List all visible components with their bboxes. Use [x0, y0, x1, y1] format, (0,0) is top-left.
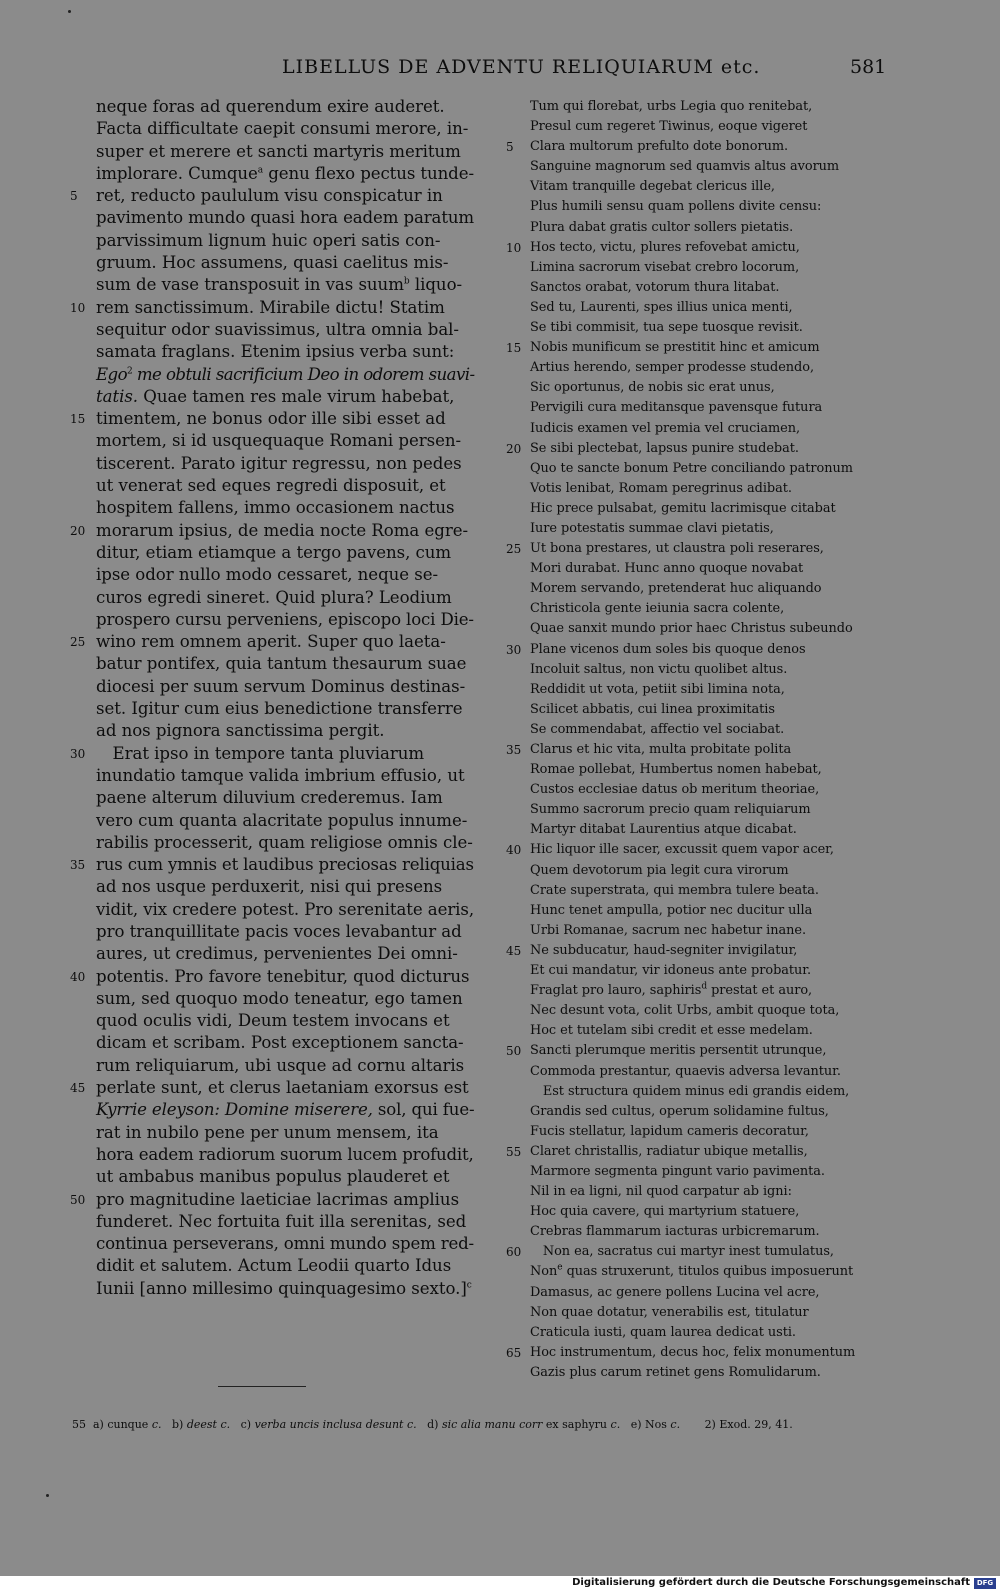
line-number: 15: [506, 341, 522, 356]
prose-line: [96, 676, 476, 698]
verse-line: [530, 318, 882, 338]
line-text: timentem, ne bonus odor ille sibi esset ad: [96, 409, 446, 429]
line-text: Commoda prestantur, quaevis adversa levantur.: [530, 1063, 841, 1079]
prose-line: [70, 520, 476, 542]
prose-line: [96, 832, 476, 854]
prose-line: [96, 1166, 476, 1188]
verse-line: [530, 820, 882, 840]
prose-line: [96, 274, 476, 296]
prose-line: [96, 876, 476, 898]
verse-line: [530, 800, 882, 820]
verse-line: [530, 921, 882, 941]
verse-line: [530, 117, 882, 137]
line-text: neque foras ad querendum exire auderet.: [96, 97, 445, 116]
line-text: Plus humili sensu quam pollens divite censu:: [530, 199, 822, 215]
prose-line: [96, 787, 476, 809]
verse-line: [530, 780, 882, 800]
prose-line: [96, 1255, 476, 1277]
line-text: Custos ecclesiae datus ob meritum theoriae,: [530, 782, 820, 798]
prose-line: [96, 1122, 476, 1144]
footnote-marker: e: [557, 1263, 563, 1274]
line-text: Fucis stellatur, lapidum cameris decoratur,: [530, 1123, 809, 1139]
verse-column: [506, 97, 882, 1383]
verse-line: [530, 1283, 882, 1303]
line-text: wino rem omnem aperit. Super quo laeta-: [96, 632, 446, 652]
line-number: 40: [506, 843, 522, 858]
prose-line: [96, 319, 476, 341]
verse-line: [506, 1041, 882, 1061]
verse-line: [530, 559, 882, 579]
line-text: quas struxerunt, titulos quibus imposuerunt: [562, 1264, 854, 1280]
line-text: me obtuli sacrificium Deo in odorem suavi-: [132, 364, 475, 384]
verse-line: [530, 599, 882, 619]
line-number: 15: [70, 412, 86, 427]
prose-line: [96, 118, 476, 140]
line-text: vidit, vix credere potest. Pro serenitate aeris,: [96, 899, 475, 919]
line-text: Se commendabat, affectio vel sociabat.: [530, 721, 785, 737]
verse-line: [530, 479, 882, 499]
prose-line: [70, 631, 476, 653]
verse-line: [506, 539, 882, 559]
line-number: 5: [506, 140, 514, 155]
prose-line: [96, 698, 476, 720]
verse-line: [506, 338, 882, 358]
footnote-b: b) deest c.: [171, 1418, 231, 1431]
line-number: 50: [506, 1044, 522, 1059]
prose-line: [96, 609, 476, 631]
prose-line: [96, 1211, 476, 1233]
line-text: Et cui mandatur, vir idoneus ante probatur.: [530, 963, 812, 979]
verse-line: [530, 680, 882, 700]
line-text: Sed tu, Laurenti, spes illius unica menti,: [530, 299, 793, 315]
line-text: pavimento mundo quasi hora eadem paratum: [96, 208, 475, 228]
line-number: 10: [506, 240, 522, 255]
line-number: 5: [70, 189, 78, 204]
prose-line: [96, 765, 476, 787]
line-text: Scilicet abbatis, cui linea proximitatis: [530, 701, 775, 717]
prose-line: [70, 185, 476, 207]
line-text: prospero cursu perveniens, episcopo loci Die-: [96, 609, 474, 629]
prose-line: [96, 207, 476, 229]
prose-line: [96, 96, 476, 118]
line-text: Clarus et hic vita, multa probitate polita: [530, 742, 792, 757]
line-text: rat in nubilo pene per unum mensem, ita: [96, 1122, 439, 1142]
line-number: 35: [70, 858, 85, 873]
verse-line: [530, 981, 882, 1001]
line-number: 20: [506, 441, 522, 456]
verse-line: [530, 1303, 882, 1323]
prose-line: [96, 720, 476, 742]
line-text: rum reliquiarum, ubi usque ad cornu altaris: [96, 1055, 465, 1075]
line-text: inundatio tamque valida imbrium effusio, ut: [96, 765, 465, 785]
verse-line: [530, 177, 882, 197]
line-text: Damasus, ac genere pollens Lucina vel acre,: [530, 1284, 820, 1300]
footnote-marker: b: [403, 276, 410, 287]
prose-line: [96, 1233, 476, 1255]
line-text: Sanctos orabat, votorum thura litabat.: [530, 279, 780, 295]
line-text: Hoc et tutelam sibi credit et esse medelam.: [530, 1023, 813, 1039]
line-text: paene alterum diluvium crederemus. Iam: [96, 788, 443, 808]
line-text: rus cum ymnis et laudibus preciosas reliquias: [96, 855, 474, 875]
verse-line: [530, 720, 882, 740]
line-text: morarum ipsius, de media nocte Roma egre-: [96, 520, 469, 540]
verse-line: [530, 499, 882, 519]
verse-line: [530, 881, 882, 901]
line-number: 50: [70, 1192, 86, 1207]
line-text: Crate superstrata, qui membra tulere beata.: [530, 882, 819, 898]
footnote-scripture-ref: 2) Exod. 29, 41.: [704, 1418, 793, 1431]
verse-line: [530, 760, 882, 780]
verse-line: [530, 419, 882, 439]
verse-line: [530, 398, 882, 418]
line-text: diocesi per suum servum Dominus destinas-: [96, 676, 466, 696]
verse-line: [530, 197, 882, 217]
prose-line: [96, 163, 476, 185]
line-text: Hoc instrumentum, decus hoc, felix monumentum: [530, 1344, 856, 1360]
line-text: ret, reducto paululum visu conspicatur in: [96, 186, 443, 206]
verse-line: [530, 519, 882, 539]
verse-line: [530, 1001, 882, 1021]
line-text: genu flexo pectus tunde-: [263, 163, 474, 183]
footnote-e: e) Nos c.: [630, 1418, 681, 1431]
line-number: 25: [70, 635, 86, 650]
verse-line: [530, 1182, 882, 1202]
line-text: super et merere et sancti martyris meritum: [96, 141, 461, 161]
line-text: Nil in ea ligni, nil quod carpatur ab igni:: [530, 1184, 792, 1200]
prose-line: [70, 1077, 476, 1099]
line-text: batur pontifex, quia tantum thesaurum suae: [96, 654, 467, 674]
verse-line: [506, 941, 882, 961]
verse-line: [506, 1343, 882, 1363]
line-text: Craticula iusti, quam laurea dedicat usti.: [530, 1324, 796, 1340]
line-text: sum, sed quoquo modo teneatur, ego tamen: [96, 988, 463, 1008]
verse-line: [506, 740, 882, 760]
verse-line: [530, 619, 882, 639]
line-number: 45: [70, 1081, 86, 1096]
line-text: Non quae dotatur, venerabilis est, titulatur: [530, 1304, 809, 1320]
verse-line: [506, 238, 882, 258]
prose-line: [96, 1055, 476, 1077]
dfg-logo: DFG: [974, 1578, 996, 1589]
prose-line: [96, 653, 476, 675]
footnote-marker: c: [466, 1280, 472, 1291]
line-text: gruum. Hoc assumens, quasi caelitus mis-: [96, 253, 449, 273]
line-text: Ego: [96, 364, 128, 384]
line-text: ditur, etiam etiamque a tergo pavens, cum: [96, 542, 452, 562]
prose-line: [96, 1032, 476, 1054]
line-text: Incoluit saltus, non victu quolibet altus.: [530, 661, 788, 677]
page-number: 581: [850, 56, 887, 78]
line-text: Sanguine magnorum sed quamvis altus avorum: [530, 159, 840, 175]
line-text: Artius herendo, semper prodesse studendo,: [530, 360, 815, 376]
funding-banner: [0, 1576, 1000, 1592]
line-text: Nec desunt vota, colit Urbs, ambit quoque tota,: [530, 1003, 840, 1019]
verse-line: [530, 1102, 882, 1122]
funding-text: Digitalisierung gefördert durch die Deutsche Forschungsgemeinschaft: [572, 1577, 970, 1588]
line-text: sequitur odor suavissimus, ultra omnia bal-: [96, 319, 459, 339]
line-text: Crebras flammarum iacturas urbicremarum.: [530, 1224, 820, 1240]
footnote-marker: a: [257, 165, 264, 176]
prose-line: [96, 386, 476, 408]
prose-line: [70, 1189, 476, 1211]
prose-line: [96, 943, 476, 965]
line-text: hospitem fallens, immo occasionem nactus: [96, 498, 455, 518]
line-text: Quae sanxit mundo prior haec Christus subeundo: [530, 621, 853, 637]
verse-line: [506, 640, 882, 660]
line-text: ipse odor nullo modo cessaret, neque se-: [96, 565, 439, 585]
running-title: LIBELLUS DE ADVENTU RELIQUIARUM etc.: [282, 56, 761, 78]
verse-line: [530, 1162, 882, 1182]
line-text: ut venerat sed eques regredi disposuit, et: [96, 476, 446, 496]
line-text: Claret christallis, radiatur ubique metallis,: [530, 1143, 808, 1159]
prose-line: [70, 743, 476, 765]
prose-line: [96, 141, 476, 163]
line-number: 25: [506, 542, 522, 557]
verse-line: [530, 298, 882, 318]
line-number: 30: [70, 746, 86, 761]
prose-line: [96, 564, 476, 586]
line-text: Grandis sed cultus, operum solidamine fultus,: [530, 1103, 829, 1119]
line-text: potentis. Pro favore tenebitur, quod dicturus: [96, 966, 470, 986]
line-text: Se tibi commisit, tua sepe tuosque revisit.: [530, 320, 803, 336]
prose-line: [96, 921, 476, 943]
verse-line: [530, 961, 882, 981]
line-text: ad nos pignora sanctissima pergit.: [96, 721, 385, 741]
line-text: Marmore segmenta pingunt vario pavimenta.: [530, 1163, 825, 1179]
line-text: tiscerent. Parato igitur regressu, non pedes: [96, 453, 462, 473]
line-text: Hos tecto, victu, plures refovebat amictu,: [530, 239, 800, 255]
line-text: perlate sunt, et clerus laetaniam exorsus est: [96, 1078, 469, 1098]
line-number: 35: [506, 743, 522, 757]
line-text: Summo sacrorum precio quam reliquiarum: [530, 802, 811, 818]
line-text: hora eadem radiorum suorum lucem profudit,: [96, 1144, 474, 1164]
verse-line: [530, 579, 882, 599]
line-number: 10: [70, 300, 86, 315]
verse-line: [530, 1062, 882, 1082]
footnote-marker: d: [701, 981, 708, 992]
line-text: Erat ipso in tempore tanta pluviarum: [96, 743, 425, 763]
line-number: 20: [70, 523, 86, 538]
footnote-a: a) cunque c.: [93, 1418, 162, 1431]
line-text: liquo-: [409, 275, 463, 295]
line-text: Iunii [anno millesimo quinquagesimo sexto.]: [96, 1278, 467, 1298]
verse-line: [530, 901, 882, 921]
line-text: Vitam tranquille degebat clericus ille,: [530, 179, 775, 195]
line-text: Iure potestatis summae clavi pietatis,: [530, 520, 774, 536]
prose-line: [96, 899, 476, 921]
line-number: 60: [506, 1245, 522, 1260]
line-text: Quae tamen res male virum habebat,: [138, 386, 455, 406]
line-text: quod oculis vidi, Deum testem invocans et: [96, 1011, 450, 1031]
prose-line: [96, 364, 476, 386]
line-text: Hic prece pulsabat, gemitu lacrimisque citabat: [530, 500, 836, 516]
verse-line: [506, 1142, 882, 1162]
verse-line: [530, 1082, 882, 1102]
verse-line: [530, 157, 882, 177]
line-text: continua perseverans, omni mundo spem red-: [96, 1234, 474, 1254]
line-text: Votis lenibat, Romam peregrinus adibat.: [530, 480, 792, 496]
line-text: Limina sacrorum visebat crebro locorum,: [530, 259, 800, 275]
line-text: Se sibi plectebat, lapsus punire studebat.: [530, 440, 799, 456]
line-number: 65: [506, 1345, 522, 1360]
line-text: Sic oportunus, de nobis sic erat unus,: [530, 380, 775, 396]
line-text: Morem servando, pretenderat huc aliquando: [530, 581, 822, 597]
prose-line: [96, 252, 476, 274]
prose-line: [96, 1010, 476, 1032]
footnote-marker: 2: [127, 366, 133, 377]
line-text: Martyr ditabat Laurentius atque dicabat.: [530, 822, 797, 838]
prose-line: [96, 230, 476, 252]
footnote-d: d) sic alia manu corr ex saphyru c.: [427, 1418, 621, 1431]
line-text: set. Igitur cum eius benedictione transferre: [96, 699, 463, 719]
prose-line: [96, 1099, 476, 1121]
line-text: Presul cum regeret Tiwinus, eoque vigeret: [530, 119, 808, 135]
footnote-rule: [218, 1386, 306, 1387]
verse-line: [530, 1363, 882, 1383]
prose-line: [96, 430, 476, 452]
prose-line: [96, 810, 476, 832]
line-number: 30: [506, 642, 522, 657]
line-text: Urbi Romanae, sacrum nec habetur inane.: [530, 922, 806, 938]
verse-line: [530, 97, 882, 117]
line-text: Non ea, sacratus cui martyr inest tumulatus,: [530, 1244, 834, 1260]
line-text: Christicola gente ieiunia sacra colente,: [530, 601, 785, 617]
prose-column: [70, 96, 476, 1300]
footnote-line-number: 55: [72, 1418, 86, 1431]
line-text: ut ambabus manibus populus plauderet et: [96, 1167, 450, 1187]
line-text: sol, qui fue-: [372, 1100, 475, 1120]
verse-line: [530, 459, 882, 479]
line-text: Gazis plus carum retinet gens Romulidarum.: [530, 1364, 821, 1380]
prose-line: [96, 341, 476, 363]
line-text: Nobis munificum se prestitit hinc et amicum: [530, 340, 820, 356]
line-text: parvissimum lignum huic operi satis con-: [96, 230, 441, 250]
line-number: 55: [506, 1144, 522, 1159]
line-text: tatis.: [96, 386, 139, 406]
line-text: Romae pollebat, Humbertus nomen habebat,: [530, 762, 822, 778]
verse-line: [530, 660, 882, 680]
line-text: Plura dabat gratis cultor sollers pietatis.: [530, 219, 794, 235]
scan-speck: [46, 1494, 49, 1497]
line-text: Iudicis examen vel premia vel cruciamen,: [530, 420, 801, 436]
verse-line: [530, 218, 882, 238]
line-number: 40: [70, 969, 86, 984]
line-text: sum de vase transposuit in vas suum: [96, 275, 404, 295]
prose-line: [96, 453, 476, 475]
line-text: Est structura quidem minus edi grandis eidem,: [530, 1083, 850, 1099]
line-text: curos egredi sineret. Quid plura? Leodium: [96, 587, 452, 607]
line-text: pro magnitudine laeticiae lacrimas amplius: [96, 1189, 460, 1209]
verse-line: [530, 278, 882, 298]
prose-line: [96, 497, 476, 519]
line-text: samata fraglans. Etenim ipsius verba sunt:: [96, 342, 455, 362]
verse-line: [506, 1242, 882, 1262]
verse-line: [530, 258, 882, 278]
line-text: funderet. Nec fortuita fuit illa serenitas, sed: [96, 1211, 467, 1231]
verse-line: [530, 1021, 882, 1041]
line-text: Kyrrie eleyson: Domine miserere,: [96, 1100, 373, 1120]
line-text: vero cum quanta alacritate populus innume-: [96, 810, 468, 830]
line-text: Ne subducatur, haud-segniter invigilatur,: [530, 942, 798, 958]
prose-line: [70, 966, 476, 988]
line-text: Quem devotorum pia legit cura virorum: [530, 862, 789, 878]
line-text: rabilis processerit, quam religiose omnis cle-: [96, 832, 473, 852]
verse-line: [530, 358, 882, 378]
prose-line: [96, 1144, 476, 1166]
verse-line: [530, 1122, 882, 1142]
verse-line: [506, 439, 882, 459]
verse-line: [530, 1323, 882, 1343]
line-text: ad nos usque perduxerit, nisi qui presens: [96, 877, 443, 897]
line-text: Hoc quia cavere, qui martyrium statuere,: [530, 1204, 800, 1220]
line-number: 45: [506, 943, 522, 958]
prose-line: [70, 297, 476, 319]
verse-line: [530, 700, 882, 720]
footnote-c: c) verba uncis inclusa desunt c.: [240, 1418, 417, 1431]
line-text: Non: [530, 1264, 558, 1280]
prose-line: [96, 988, 476, 1010]
verse-line: [506, 840, 882, 860]
prose-line: [96, 587, 476, 609]
verse-line: [530, 861, 882, 881]
scan-speck: [68, 10, 71, 13]
line-text: dicam et scribam. Post exceptionem sancta-: [96, 1033, 464, 1053]
line-text: Hic liquor ille sacer, excussit quem vapor acer,: [530, 842, 834, 858]
line-text: pro tranquillitate pacis voces levabantur ad: [96, 921, 462, 941]
verse-line: [506, 137, 882, 157]
line-text: Clara multorum prefulto dote bonorum.: [530, 139, 789, 155]
verse-line: [530, 378, 882, 398]
verse-line: [530, 1202, 882, 1222]
line-text: mortem, si id usquequaque Romani persen-: [96, 431, 462, 451]
line-text: didit et salutem. Actum Leodii quarto Idus: [96, 1256, 452, 1276]
line-text: Reddidit ut vota, petiit sibi limina nota,: [530, 681, 785, 697]
prose-line: [70, 854, 476, 876]
prose-line: [96, 542, 476, 564]
line-text: aures, ut credimus, pervenientes Dei omni-: [96, 944, 458, 964]
line-text: rem sanctissimum. Mirabile dictu! Statim: [96, 297, 445, 317]
prose-line: [96, 475, 476, 497]
line-text: Sancti plerumque meritis persentit utrunque,: [530, 1043, 827, 1059]
line-text: Quo te sancte bonum Petre conciliando patronum: [530, 460, 853, 476]
prose-line: [96, 1278, 476, 1300]
line-text: Mori durabat. Hunc anno quoque novabat: [530, 561, 804, 577]
verse-line: [530, 1222, 882, 1242]
line-text: Fraglat pro lauro, saphiris: [530, 983, 702, 999]
prose-line: [70, 408, 476, 430]
line-text: Hunc tenet ampulla, potior nec ducitur ulla: [530, 902, 813, 918]
line-text: Ut bona prestares, ut claustra poli reserares,: [530, 541, 824, 557]
line-text: Plane vicenos dum soles bis quoque denos: [530, 641, 806, 657]
line-text: Pervigili cura meditansque pavensque futura: [530, 400, 823, 416]
line-text: Facta difficultate caepit consumi merore, in-: [96, 119, 469, 139]
line-text: prestat et auro,: [707, 983, 813, 999]
footnotes: [72, 1418, 793, 1431]
verse-line: [530, 1262, 882, 1282]
line-text: implorare. Cumque: [96, 163, 258, 183]
line-text: Tum qui florebat, urbs Legia quo renitebat,: [530, 99, 813, 114]
